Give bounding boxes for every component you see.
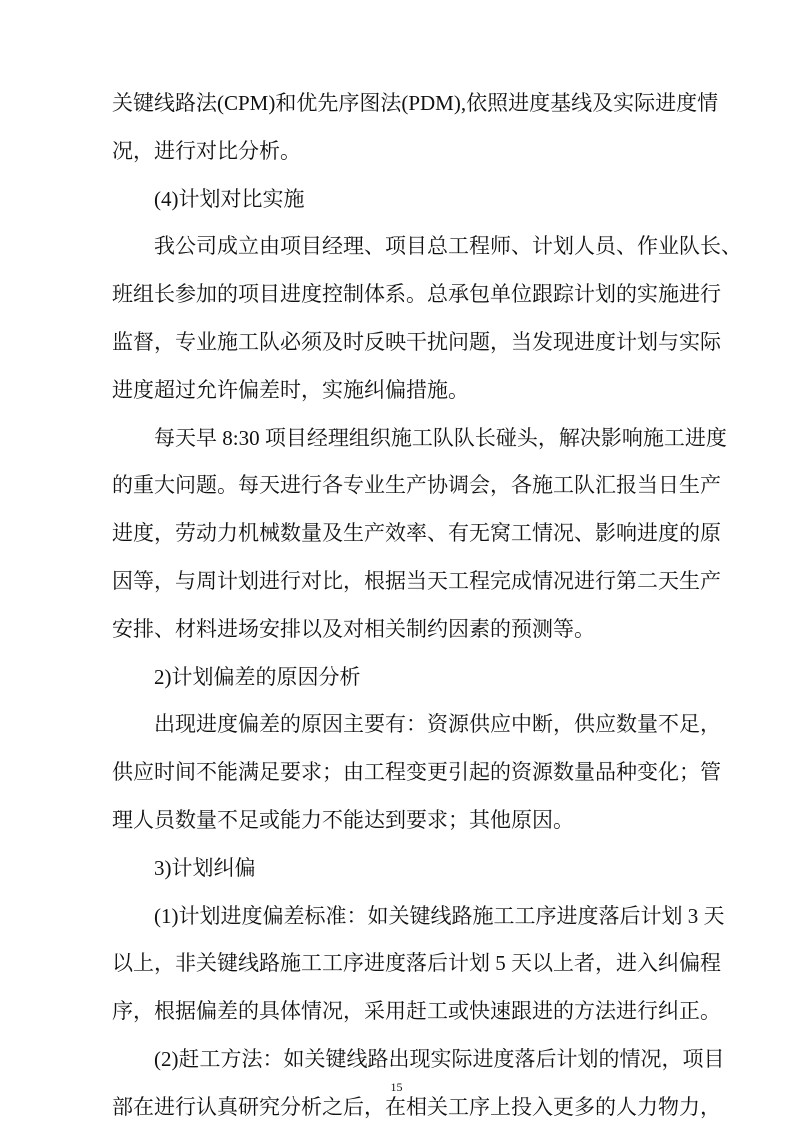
text-line: 因等，与周计划进行对比，根据当天工程完成情况进行第二天生产 (112, 568, 721, 593)
text-line: 班组长参加的项目进度控制体系。总承包单位跟踪计划的实施进行 (112, 282, 721, 307)
text-line: 部在进行认真研究分析之后，在相关工序上投入更多的人力物力， (112, 1094, 721, 1119)
section-heading: 2)计划偏差的原因分析 (154, 664, 361, 689)
text-line: 进度，劳动力机械数量及生产效率、有无窝工情况、影响进度的原 (112, 521, 721, 546)
text-line: (1)计划进度偏差标准：如关键线路施工工序进度落后计划 3 天 (154, 903, 725, 928)
page-number: 15 (390, 1080, 403, 1094)
section-heading: 3)计划纠偏 (154, 855, 256, 880)
text-line: 我公司成立由项目经理、项目总工程师、计划人员、作业队长、 (154, 234, 742, 259)
text-line: 况，进行对比分析。 (112, 138, 301, 163)
text-line: 以上，非关键线路施工工序进度落后计划 5 天以上者，进入纠偏程 (112, 951, 721, 976)
text-line: 出现进度偏差的原因主要有：资源供应中断，供应数量不足， (154, 712, 721, 737)
text-line: 关键线路法(CPM)和优先序图法(PDM),依照进度基线及实际进度情 (112, 91, 719, 115)
text-line: 安排、材料进场安排以及对相关制约因素的预测等。 (112, 616, 595, 641)
text-line: 每天早 8:30 项目经理组织施工队队长碰头，解决影响施工进度 (154, 425, 727, 450)
document-body (112, 80, 742, 1132)
section-heading: (4)计划对比实施 (154, 186, 305, 211)
text-line: 供应时间不能满足要求；由工程变更引起的资源数量品种变化；管 (112, 760, 721, 785)
text-line: 监督，专业施工队必须及时反映干扰问题，当发现进度计划与实际 (112, 329, 721, 354)
text-line: 序，根据偏差的具体情况，采用赶工或快速跟进的方法进行纠正。 (112, 999, 721, 1024)
text-line: (2)赶工方法：如关键线路出现实际进度落后计划的情况，项目 (154, 1046, 725, 1071)
text-line: 进度超过允许偏差时，实施纠偏措施。 (112, 377, 469, 402)
text-line: 的重大问题。每天进行各专业生产协调会，各施工队汇报当日生产 (112, 473, 721, 498)
text-line: 理人员数量不足或能力不能达到要求；其他原因。 (112, 807, 574, 832)
